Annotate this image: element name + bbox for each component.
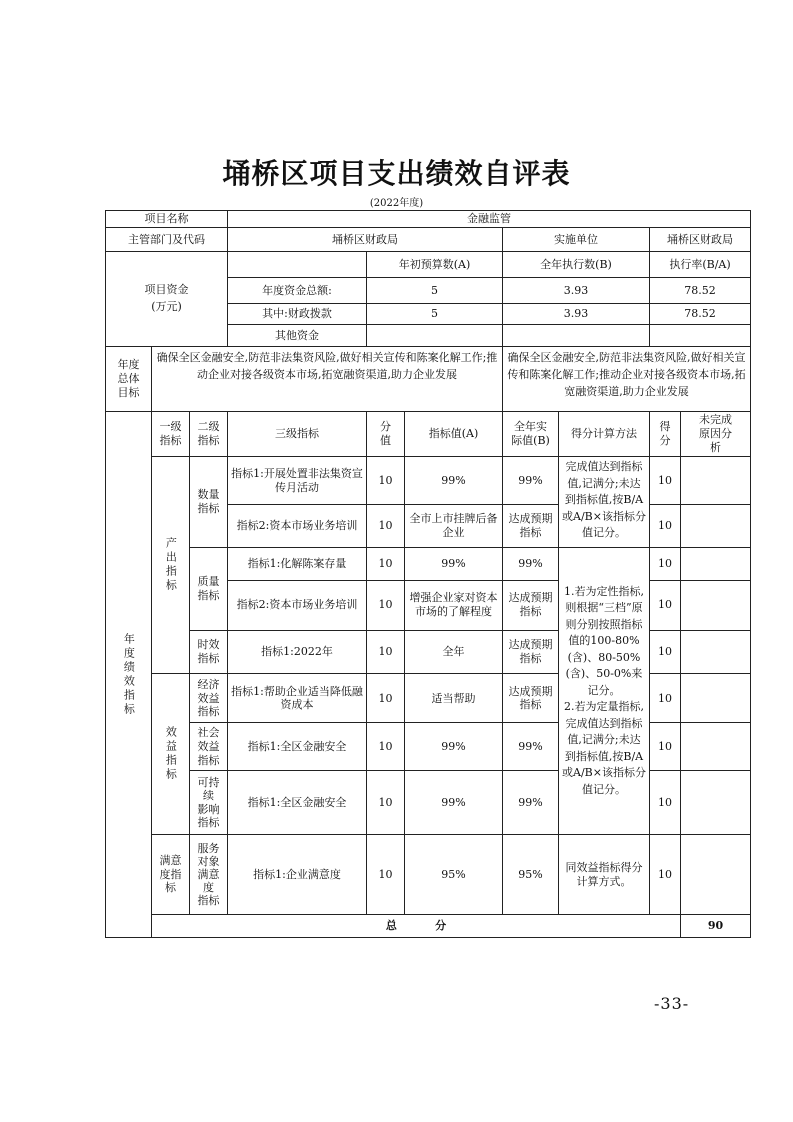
header-level2: 二级 指标	[190, 412, 228, 457]
indicator-score: 10	[367, 771, 405, 834]
indicator-reason	[681, 674, 751, 723]
indicator-row	[106, 457, 751, 505]
funds-exec-value: 3.93	[503, 278, 650, 304]
level2-sustain: 可持 续 影响 指标	[190, 771, 228, 834]
level2-service: 服务 对象 满意 度 指标	[190, 834, 228, 915]
indicator-row	[106, 674, 751, 723]
indicator-name: 指标1:开展处置非法集资宣传月活动	[228, 457, 367, 505]
indicator-actual: 99%	[503, 547, 559, 580]
dept-row	[106, 228, 751, 251]
level1-satisfaction: 满意 度指 标	[152, 834, 190, 915]
indicator-got: 10	[650, 674, 681, 723]
indicator-name: 指标2:资本市场业务培训	[228, 505, 367, 548]
level1-benefit: 效益指标	[152, 674, 190, 834]
indicator-name: 指标1:企业满意度	[228, 834, 367, 915]
indicator-reason	[681, 771, 751, 834]
indicator-name: 指标1:帮助企业适当降低融资成本	[228, 674, 367, 723]
indicator-reason	[681, 580, 751, 630]
indicator-reason	[681, 723, 751, 771]
funds-label: 项目资金 (万元)	[106, 251, 228, 346]
indicator-got: 10	[650, 723, 681, 771]
project-name-value: 金融监管	[228, 211, 751, 228]
page-title: 埇桥区项目支出绩效自评表	[222, 157, 571, 190]
header-level1: 一级 指标	[152, 412, 190, 457]
indicator-row	[106, 630, 751, 674]
total-row	[106, 915, 751, 938]
indicator-target: 99%	[405, 723, 503, 771]
indicator-target: 99%	[405, 457, 503, 505]
indicator-got: 10	[650, 771, 681, 834]
indicator-score: 10	[367, 580, 405, 630]
indicator-actual: 99%	[503, 457, 559, 505]
funds-budget-value	[367, 325, 503, 346]
indicator-name: 指标2:资本市场业务培训	[228, 580, 367, 630]
indicator-actual: 达成预期指标	[503, 580, 559, 630]
level2-quality: 质量 指标	[190, 547, 228, 630]
indicator-reason	[681, 505, 751, 548]
indicator-row	[106, 547, 751, 580]
indicator-row	[106, 834, 751, 915]
level1-output: 产出指标	[152, 457, 190, 674]
indicator-actual: 达成预期指标	[503, 630, 559, 674]
funds-exec-value: 3.93	[503, 303, 650, 324]
funds-col-rate: 执行率(B/A)	[650, 251, 751, 278]
funds-row-label: 其他资金	[228, 325, 367, 346]
total-label: 总 分	[152, 915, 681, 938]
header-level3: 三级指标	[228, 412, 367, 457]
indicator-reason	[681, 630, 751, 674]
perf-header-row	[106, 412, 751, 457]
indicator-reason	[681, 457, 751, 505]
header-actual: 全年实 际值(B)	[503, 412, 559, 457]
indicator-target: 适当帮助	[405, 674, 503, 723]
unit-label: 实施单位	[503, 228, 650, 251]
indicator-got: 10	[650, 505, 681, 548]
indicator-score: 10	[367, 630, 405, 674]
dept-value: 埇桥区财政局	[228, 228, 503, 251]
indicator-got: 10	[650, 547, 681, 580]
indicator-actual: 95%	[503, 834, 559, 915]
funds-row-label: 年度资金总额:	[228, 278, 367, 304]
indicator-row	[106, 723, 751, 771]
header-score: 分 值	[367, 412, 405, 457]
funds-col-exec: 全年执行数(B)	[503, 251, 650, 278]
indicator-score: 10	[367, 674, 405, 723]
indicator-target: 增强企业家对资本市场的了解程度	[405, 580, 503, 630]
funds-rate-value: 78.52	[650, 303, 751, 324]
project-name-label: 项目名称	[106, 211, 228, 228]
indicator-reason	[681, 834, 751, 915]
indicator-score: 10	[367, 834, 405, 915]
funds-header-blank	[228, 251, 367, 278]
funds-budget-value: 5	[367, 303, 503, 324]
goal-label: 年度 总体 目标	[106, 346, 152, 411]
funds-rate-value	[650, 325, 751, 346]
project-name-row	[106, 211, 751, 228]
indicator-name: 指标1:化解陈案存量	[228, 547, 367, 580]
indicator-name: 指标1:2022年	[228, 630, 367, 674]
indicator-got: 10	[650, 834, 681, 915]
funds-header-row	[106, 251, 751, 278]
indicator-actual: 达成预期指标	[503, 674, 559, 723]
dept-label: 主管部门及代码	[106, 228, 228, 251]
funds-col-budget: 年初预算数(A)	[367, 251, 503, 278]
goal-plan: 确保全区金融安全,防范非法集资风险,做好相关宣传和陈案化解工作;推动企业对接各级资本市场,拓宽融资渠道,助力企业发展	[152, 346, 503, 411]
indicator-target: 全市上市挂牌后备企业	[405, 505, 503, 548]
indicator-reason	[681, 547, 751, 580]
indicator-actual: 达成预期指标	[503, 505, 559, 548]
perf-section-label: 年度绩效指标	[106, 412, 152, 938]
indicator-score: 10	[367, 723, 405, 771]
funds-exec-value	[503, 325, 650, 346]
indicator-score: 10	[367, 505, 405, 548]
indicator-got: 10	[650, 457, 681, 505]
indicator-name: 指标1:全区金融安全	[228, 771, 367, 834]
indicator-score: 10	[367, 547, 405, 580]
evaluation-table	[105, 210, 751, 938]
method-satisfaction: 同效益指标得分计算方式。	[559, 834, 650, 915]
goal-row	[106, 346, 751, 411]
indicator-row	[106, 771, 751, 834]
funds-budget-value: 5	[367, 278, 503, 304]
indicator-name: 指标1:全区金融安全	[228, 723, 367, 771]
page-number: -33-	[654, 994, 690, 1013]
level2-time: 时效 指标	[190, 630, 228, 674]
indicator-target: 99%	[405, 547, 503, 580]
header-method: 得分计算方法	[559, 412, 650, 457]
header-got: 得 分	[650, 412, 681, 457]
total-score: 90	[681, 915, 751, 938]
method-general: 1.若为定性指标,则根据“三档”原则分别按照指标值的100-80%(含)、80-50%(含)、50-0%来记分。 2.若为定量指标,完成值达到指标值,记满分;未达到指标值,按B/A或A/B×该指标分值记分。	[559, 547, 650, 834]
header-target: 指标值(A)	[405, 412, 503, 457]
report-year: (2022年度)	[369, 198, 424, 209]
indicator-target: 99%	[405, 771, 503, 834]
indicator-got: 10	[650, 630, 681, 674]
goal-actual: 确保全区金融安全,防范非法集资风险,做好相关宣传和陈案化解工作;推动企业对接各级资本市场,拓宽融资渠道,助力企业发展	[503, 346, 751, 411]
level2-economic: 经济 效益 指标	[190, 674, 228, 723]
unit-value: 埇桥区财政局	[650, 228, 751, 251]
header-reason: 未完成 原因分 析	[681, 412, 751, 457]
indicator-target: 95%	[405, 834, 503, 915]
indicator-target: 全年	[405, 630, 503, 674]
indicator-actual: 99%	[503, 771, 559, 834]
method-quantity: 完成值达到指标值,记满分;未达到指标值,按B/A或A/B×该指标分值记分。	[559, 457, 650, 548]
level2-social: 社会 效益 指标	[190, 723, 228, 771]
funds-rate-value: 78.52	[650, 278, 751, 304]
indicator-score: 10	[367, 457, 405, 505]
indicator-got: 10	[650, 580, 681, 630]
indicator-actual: 99%	[503, 723, 559, 771]
level2-quantity: 数量 指标	[190, 457, 228, 548]
funds-row-label: 其中:财政拨款	[228, 303, 367, 324]
